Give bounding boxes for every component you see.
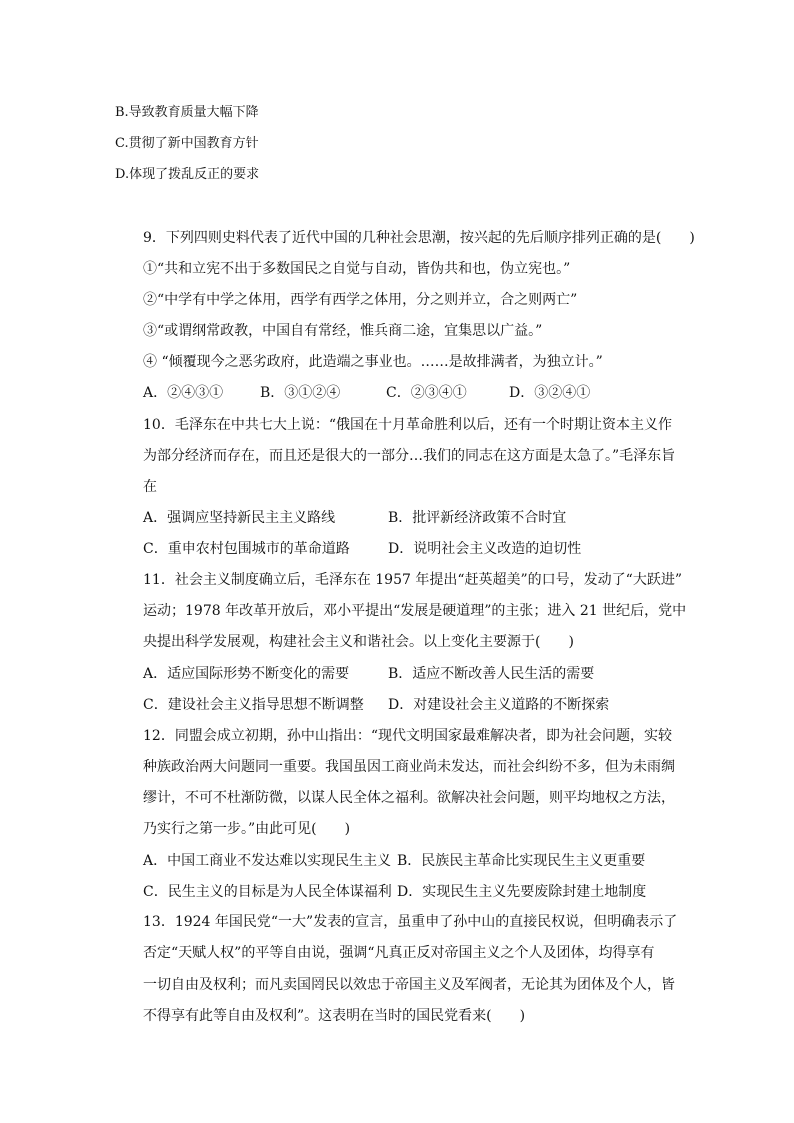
question-12-option-d: D．实现民生主义先要废除封建土地制度 [397,884,647,900]
question-12-line-1: 12．同盟会成立初期，孙中山指出：“现代文明国家最难解决者，即为社会问题，实较 [143,728,672,744]
question-9-option-a: A．②④③① [143,385,224,401]
question-9-option-c: C．②③④① [386,385,467,401]
question-12-option-a: A．中国工商业不发达难以实现民生主义 [143,853,392,869]
question-10-option-b: B．批评新经济政策不合时宜 [388,510,567,526]
option-c-prev: C.贯彻了新中国教育方针 [115,136,259,151]
question-9-source-2: ②“中学有中学之体用，西学有西学之体用，分之则并立，合之则两亡” [143,292,578,308]
question-13-line-2: 否定“天赋人权”的平等自由说，强调“凡真正反对帝国主义之个人及团体，均得享有 [143,945,655,961]
option-b-prev: B.导致教育质量大幅下降 [115,105,259,120]
question-11-line-2: 运动；1978 年改革开放后，邓小平提出“发展是硬道理”的主张；进入 21 世纪后，党中 [143,603,687,619]
question-12-line-4: 乃实行之第一步。”由此可见( ) [143,821,351,837]
question-10-line-3: 在 [143,479,157,495]
question-12-option-b: B．民族民主革命比实现民生主义更重要 [397,853,646,869]
question-12-line-3: 缪计，不可不杜渐防微，以谋人民全体之福利。欲解决社会问题，则平均地权之方法， [143,790,675,806]
question-11-line-1: 11．社会主义制度确立后，毛泽东在 1957 年提出“赶英超美”的口号，发动了“大跃进” [143,572,682,588]
question-13-line-3: 一切自由及权利；而凡卖国罔民以效忠于帝国主义及军阀者，无论其为团体及个人，皆 [143,977,675,993]
question-10-option-c: C．重申农村包围城市的革命道路 [143,541,350,557]
question-10-option-d: D．说明社会主义改造的迫切性 [388,541,582,557]
question-11-line-3: 央提出科学发展观，构建社会主义和谐社会。以上变化主要源于( ) [143,634,574,650]
question-13-line-4: 不得享有此等自由及权利”。这表明在当时的国民党看来( ) [143,1008,526,1024]
question-11-option-a: A．适应国际形势不断变化的需要 [143,666,350,682]
question-11-option-d: D．对建设社会主义道路的不断探索 [388,697,610,713]
question-9-source-4: ④ “倾覆现今之恶劣政府，此造端之事业也。……是故排满者，为独立计。” [143,354,603,370]
question-9-option-d: D．③②④① [509,385,591,401]
question-12-option-c: C．民生主义的目标是为人民全体谋福利 [143,884,392,900]
question-12-line-2: 种族政治两大问题同一重要。我国虽因工商业尚未发达，而社会纠纷不多，但为未雨绸 [143,759,675,775]
question-10-option-a: A．强调应坚持新民主主义路线 [143,510,336,526]
question-11-option-c: C．建设社会主义指导思想不断调整 [143,697,364,713]
question-9-source-1: ①“共和立宪不出于多数国民之自觉与自动，皆伪共和也，伪立宪也。” [143,261,571,277]
question-9-source-3: ③“或谓纲常政教，中国自有常经，惟兵商二途，宜集思以广益。” [143,323,543,339]
question-10-line-1: 10．毛泽东在中共七大上说：“俄国在十月革命胜利以后，还有一个时期让资本主义作 [143,417,672,433]
question-9-stem: 9．下列四则史料代表了近代中国的几种社会思潮，按兴起的先后顺序排列正确的是( ) [143,230,695,246]
question-9-option-b: B．③①②④ [260,385,341,401]
question-11-option-b: B．适应不断改善人民生活的需要 [388,666,595,682]
question-10-line-2: 为部分经济而存在，而且还是很大的一部分…我们的同志在这方面是太急了。”毛泽东旨 [143,448,676,464]
option-d-prev: D.体现了拨乱反正的要求 [115,167,260,182]
question-13-line-1: 13．1924 年国民党“一大”发表的宣言，虽重申了孙中山的直接民权说，但明确表示了 [143,914,678,930]
